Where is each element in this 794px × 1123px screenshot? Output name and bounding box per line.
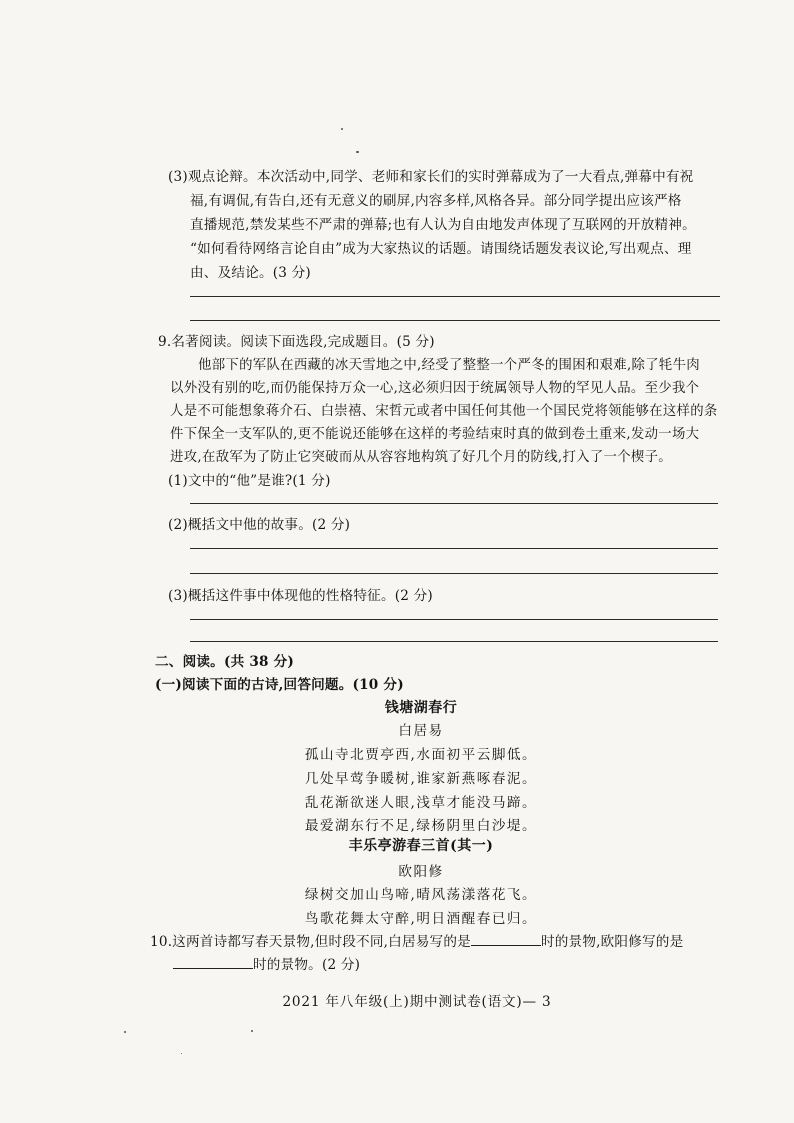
poem2-author: 欧阳修 bbox=[398, 864, 444, 880]
q10-text-part3: 时的景物。(2 分) bbox=[253, 957, 361, 973]
poem2-line: 鸟歌花舞太守醉,明日酒醒春已归。 bbox=[304, 911, 538, 927]
q9-passage-line: 以外没有别的吃,而仍能保持万众一心,这必须归因于统属领导人物的罕见人品。至少我个 bbox=[170, 381, 700, 396]
q8-line: 直播规范,禁发某些不严肃的弹幕;也有人认为自由地发声体现了互联网的开放精神。 bbox=[190, 217, 696, 233]
answer-line[interactable] bbox=[190, 619, 718, 620]
q9-passage-line: 他部下的军队在西藏的冰天雪地之中,经受了整整一个严冬的围困和艰难,除了牦牛肉 bbox=[198, 358, 700, 373]
q8-line: (3)观点论辩。本次活动中,同学、老师和家长们的实时弹幕成为了一大看点,弹幕中有祝 bbox=[168, 169, 694, 185]
q10-text-part1: 10.这两首诗都写春天景物,但时段不同,白居易写的是 bbox=[150, 934, 471, 950]
q9-passage-line: 人是不可能想象蒋介石、白崇禧、宋哲元或者中国任何其他一个国民党将领能够在这样的条 bbox=[170, 404, 718, 419]
poem2-line: 绿树交加山鸟啼,晴风荡漾落花飞。 bbox=[304, 887, 538, 903]
section2-heading: 二、阅读。(共 38 分) bbox=[155, 654, 295, 670]
poem2-title: 丰乐亭游春三首(其一) bbox=[348, 838, 494, 854]
poem1-line: 几处早莺争暖树,谁家新燕啄春泥。 bbox=[304, 771, 538, 787]
answer-line[interactable] bbox=[190, 573, 718, 574]
q8-line: “如何看待网络言论自由”成为大家热议的话题。请围绕话题发表议论,写出观点、理 bbox=[190, 241, 692, 257]
poem1-title: 钱塘湖春行 bbox=[384, 700, 458, 716]
q8-line: 由、及结论。(3 分) bbox=[190, 265, 311, 281]
poem1-line: 最爱湖东行不足,绿杨阴里白沙堤。 bbox=[304, 818, 538, 834]
q10-blank-2[interactable] bbox=[173, 967, 253, 969]
q9-passage-line: 件下保全一支军队的,更不能说还能够在这样的考验结束时真的做到卷土重来,发动一场大 bbox=[170, 427, 700, 442]
scan-speck bbox=[341, 128, 343, 130]
scan-speck bbox=[356, 151, 359, 153]
poem1-author: 白居易 bbox=[398, 723, 444, 739]
poem1-line: 孤山寺北贾亭西,水面初平云脚低。 bbox=[304, 747, 538, 763]
scan-speck bbox=[181, 1053, 182, 1054]
q9-sub3: (3)概括这件事中体现他的性格特征。(2 分) bbox=[168, 588, 433, 604]
q9-sub2: (2)概括文中他的故事。(2 分) bbox=[168, 517, 351, 533]
poem1-line: 乱花渐欲迷人眼,浅草才能没马蹄。 bbox=[304, 795, 538, 811]
answer-line[interactable] bbox=[190, 296, 720, 297]
q8-line: 福,有调侃,有告白,还有无意义的刷屏,内容多样,风格各异。部分同学提出应该严格 bbox=[190, 193, 682, 209]
answer-line[interactable] bbox=[190, 320, 720, 321]
page-footer: 2021 年八年级(上)期中测试卷(语文)— 3 bbox=[282, 994, 552, 1010]
answer-line[interactable] bbox=[190, 503, 718, 504]
q10-line2 bbox=[173, 953, 360, 973]
q9-sub1: (1)文中的“他”是谁?(1 分) bbox=[168, 473, 331, 489]
answer-line[interactable] bbox=[190, 641, 718, 642]
scan-speck bbox=[251, 1030, 253, 1032]
answer-line[interactable] bbox=[190, 548, 718, 549]
q9-heading: 9.名著阅读。阅读下面选段,完成题目。(5 分) bbox=[158, 334, 435, 350]
q10-line1 bbox=[150, 930, 683, 950]
scan-speck bbox=[124, 1031, 126, 1033]
q9-passage-line: 进攻,在敌军为了防止它突破而从从容容地构筑了好几个月的防线,打入了一个楔子。 bbox=[170, 450, 672, 465]
section2-part1-heading: (一)阅读下面的古诗,回答问题。(10 分) bbox=[155, 677, 404, 693]
q10-blank-1[interactable] bbox=[471, 944, 541, 946]
q10-text-part2: 时的景物,欧阳修写的是 bbox=[540, 934, 684, 950]
